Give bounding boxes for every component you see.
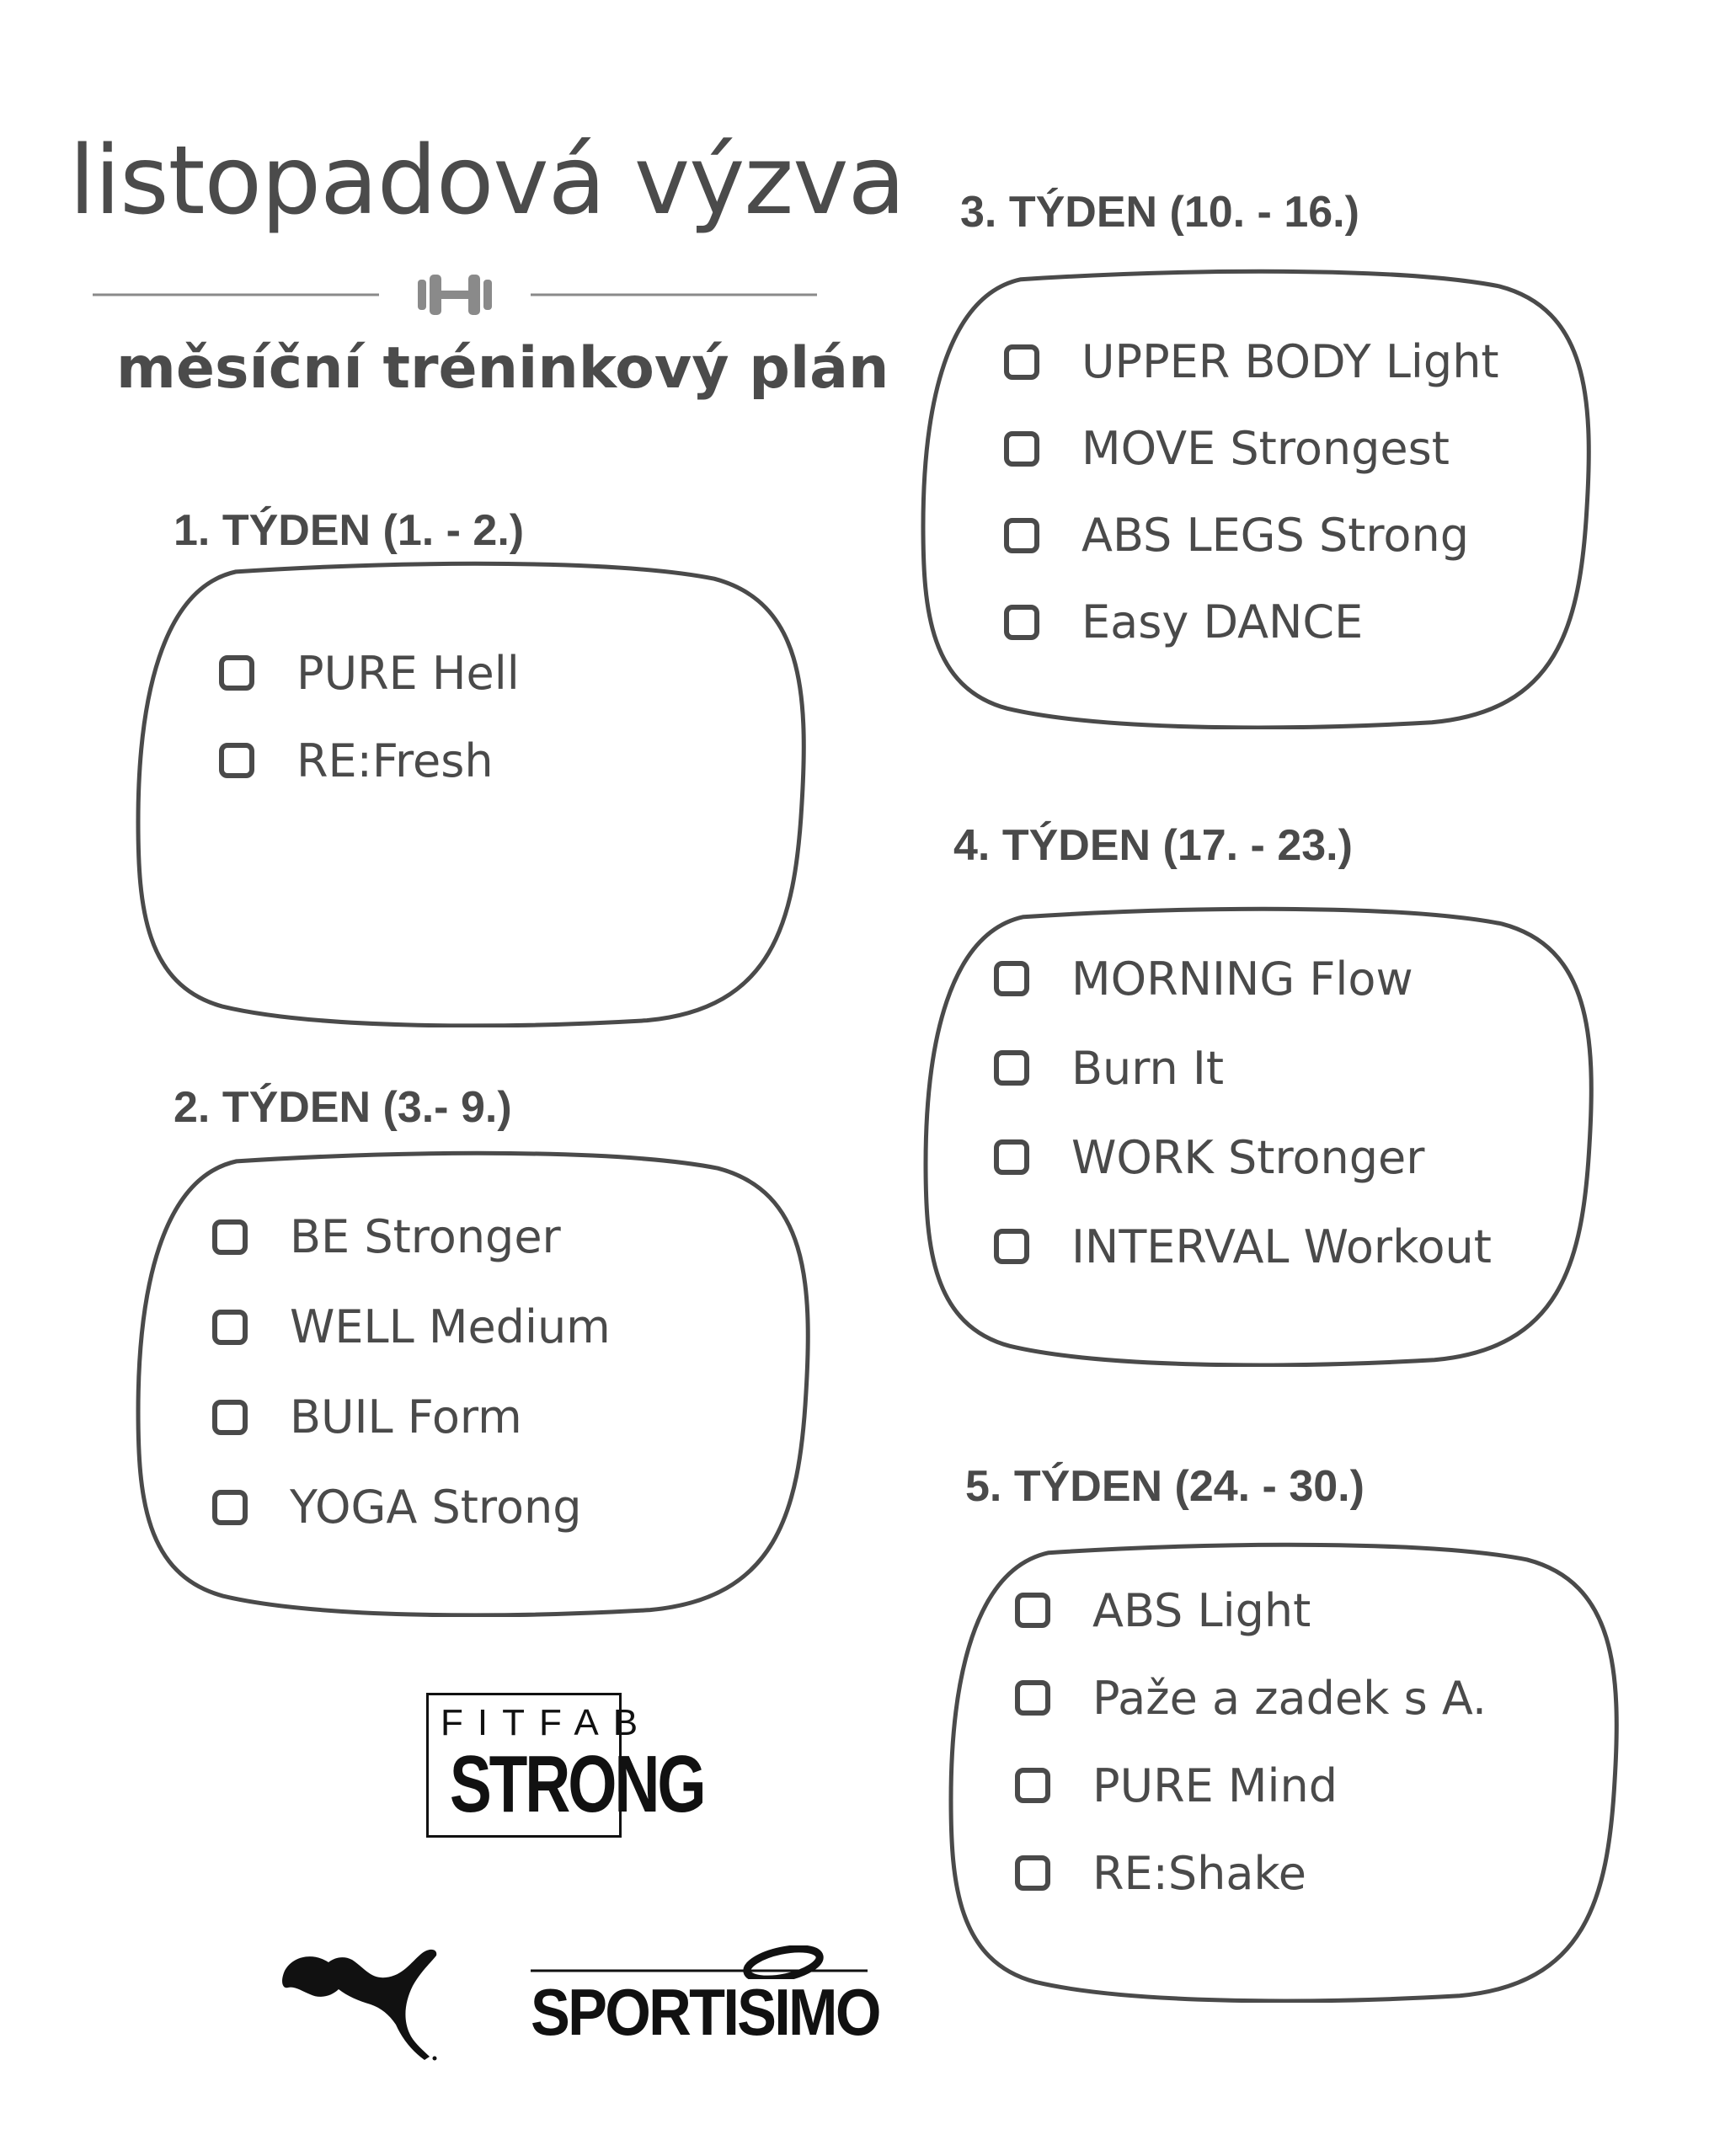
checkbox[interactable] (212, 1400, 248, 1435)
fitfab-strong-logo (426, 1693, 704, 1838)
checklist-item[interactable] (1004, 405, 1499, 492)
checklist-item[interactable] (1004, 318, 1499, 405)
checklist-item[interactable] (212, 1192, 611, 1282)
checkbox[interactable] (1004, 518, 1039, 553)
checklist-item[interactable] (1015, 1654, 1487, 1742)
checklist-item[interactable] (219, 629, 520, 717)
item-label: WELL Medium (290, 1300, 611, 1353)
dumbbell-icon (418, 275, 492, 315)
item-label: Paže a zadek s A. (1092, 1671, 1487, 1725)
week-2-checklist (212, 1192, 611, 1552)
item-label: Easy DANCE (1081, 595, 1364, 648)
item-label: UPPER BODY Light (1081, 335, 1499, 388)
checklist-item[interactable] (994, 1113, 1492, 1202)
week-2-box (135, 1150, 813, 1617)
checkbox[interactable] (212, 1490, 248, 1525)
page-title: listopadová výzva (69, 126, 905, 236)
item-label: RE:Shake (1092, 1846, 1306, 1900)
checklist-item[interactable] (212, 1372, 611, 1462)
checkbox[interactable] (1015, 1855, 1050, 1891)
checklist-item[interactable] (1004, 492, 1499, 579)
item-label: BUIL Form (290, 1390, 522, 1444)
checkbox[interactable] (994, 1050, 1029, 1086)
checklist-item[interactable] (1015, 1566, 1487, 1654)
checklist-item[interactable] (994, 1023, 1492, 1113)
sportisimo-logo-text: SPORTISIMO (531, 1975, 879, 2049)
item-label: Burn It (1071, 1041, 1225, 1095)
week-3-checklist (1004, 318, 1499, 665)
week-1-box (135, 560, 809, 1027)
checkbox[interactable] (1015, 1593, 1050, 1628)
week-4-box (922, 905, 1596, 1367)
week-5-box (948, 1541, 1621, 2003)
week-4-heading: 4. TÝDEN (17. - 23.) (953, 821, 1353, 870)
item-label: PURE Mind (1092, 1758, 1338, 1812)
checkbox[interactable] (212, 1219, 248, 1255)
item-label: INTERVAL Workout (1071, 1219, 1492, 1273)
item-label: MOVE Strongest (1081, 422, 1450, 475)
week-2-heading: 2. TÝDEN (3.- 9.) (174, 1083, 512, 1132)
checkbox[interactable] (994, 1229, 1029, 1264)
puma-logo (276, 1937, 445, 2063)
checklist-item[interactable] (219, 717, 520, 804)
sportisimo-logo (531, 1945, 879, 2055)
checklist-item[interactable] (212, 1462, 611, 1552)
week-1-checklist (219, 629, 520, 804)
page-subtitle: měsíční tréninkový plán (116, 335, 889, 402)
item-label: BE Stronger (290, 1210, 561, 1263)
checkbox[interactable] (219, 655, 254, 691)
fitfab-logo-text: FITFAB (441, 1702, 653, 1743)
checkbox[interactable] (1004, 605, 1039, 640)
checklist-item[interactable] (212, 1282, 611, 1372)
item-label: WORK Stronger (1071, 1130, 1425, 1184)
checkbox[interactable] (1015, 1680, 1050, 1716)
week-1-heading: 1. TÝDEN (1. - 2.) (174, 506, 525, 555)
item-label: RE:Fresh (296, 734, 494, 787)
item-label: YOGA Strong (290, 1481, 582, 1534)
title-divider (93, 271, 817, 318)
checklist-item[interactable] (994, 934, 1492, 1023)
week-5-heading: 5. TÝDEN (24. - 30.) (965, 1462, 1365, 1511)
checklist-item[interactable] (1015, 1829, 1487, 1917)
item-label: ABS LEGS Strong (1081, 509, 1469, 562)
checklist-item[interactable] (1004, 579, 1499, 665)
item-label: PURE Hell (296, 646, 520, 700)
week-3-box (920, 268, 1594, 729)
week-5-checklist (1015, 1566, 1487, 1917)
checkbox[interactable] (1004, 431, 1039, 467)
item-label: ABS Light (1092, 1583, 1311, 1637)
checkbox[interactable] (219, 743, 254, 778)
item-label: MORNING Flow (1071, 952, 1413, 1006)
week-3-heading: 3. TÝDEN (10. - 16.) (960, 188, 1359, 237)
checklist-item[interactable] (994, 1202, 1492, 1291)
checklist-item[interactable] (1015, 1742, 1487, 1829)
strong-logo-text: STRONG (449, 1739, 704, 1829)
checkbox[interactable] (994, 961, 1029, 996)
checkbox[interactable] (1004, 344, 1039, 380)
checkbox[interactable] (212, 1310, 248, 1345)
checkbox[interactable] (1015, 1768, 1050, 1803)
checkbox[interactable] (994, 1139, 1029, 1175)
week-4-checklist (994, 934, 1492, 1291)
